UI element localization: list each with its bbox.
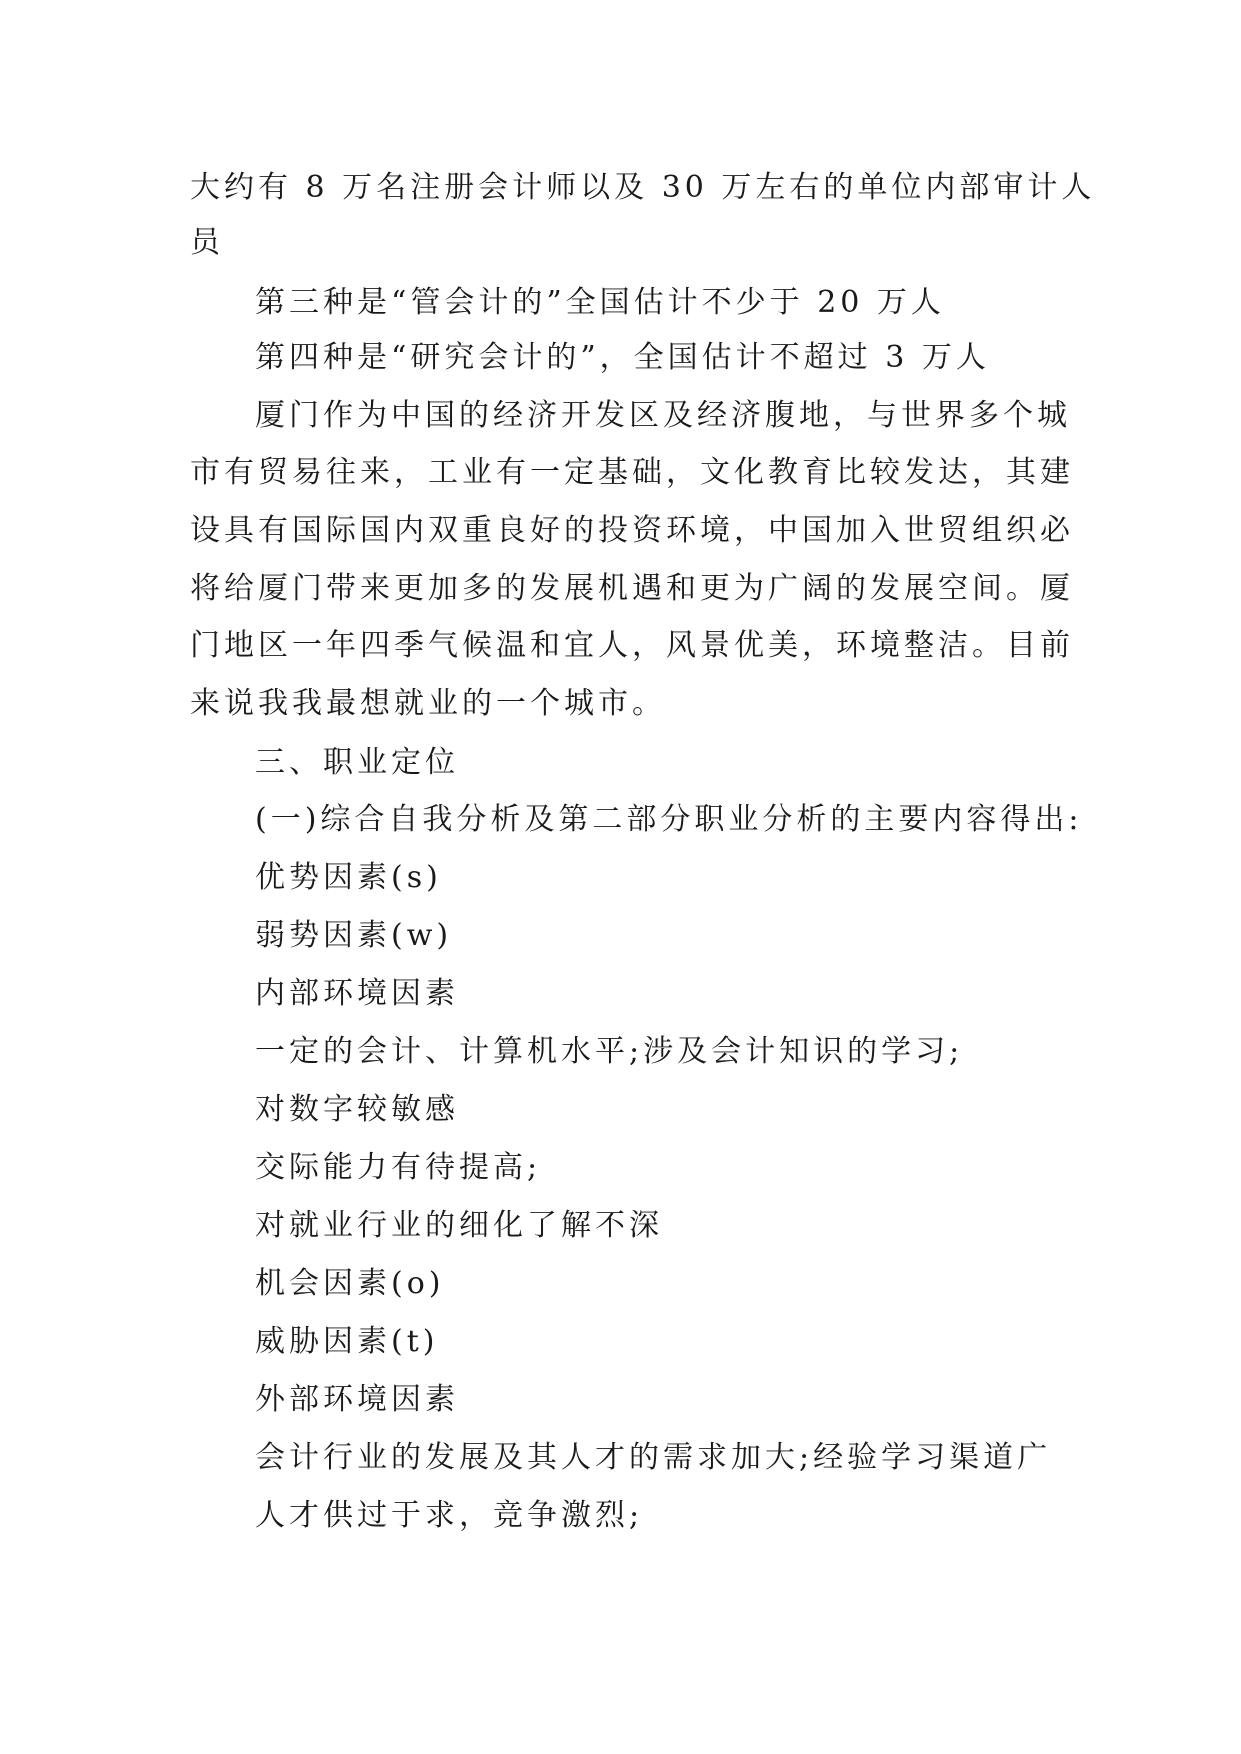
paragraph-line: 市有贸易往来，工业有一定基础，文化教育比较发达，其建 xyxy=(190,455,1074,490)
list-item: 一定的会计、计算机水平;涉及会计知识的学习; xyxy=(255,1034,964,1069)
paragraph-line: 厦门作为中国的经济开发区及经济腹地，与世界多个城 xyxy=(255,398,1071,433)
paragraph-line: 将给厦门带来更加多的发展机遇和更为广阔的发展空间。厦 xyxy=(190,571,1074,606)
paragraph-line: 来说我我最想就业的一个城市。 xyxy=(190,686,666,721)
paragraph-line: 第三种是“管会计的”全国估计不少于 20 万人 xyxy=(255,285,945,320)
list-item: 外部环境因素 xyxy=(255,1382,459,1417)
paragraph-line: 门地区一年四季气候温和宜人，风景优美，环境整洁。目前 xyxy=(190,628,1074,663)
paragraph-line: 大约有 8 万名注册会计师以及 30 万左右的单位内部审计人 xyxy=(190,170,1096,205)
list-item: 人才供过于求，竞争激烈; xyxy=(255,1498,644,1533)
section-heading: 三、职业定位 xyxy=(255,745,459,780)
list-item: 内部环境因素 xyxy=(255,976,459,1011)
paragraph-line: 第四种是“研究会计的”，全国估计不超过 3 万人 xyxy=(255,340,990,375)
list-item: 对数字较敏感 xyxy=(255,1092,459,1127)
list-item: 交际能力有待提高; xyxy=(255,1150,542,1185)
list-item: 对就业行业的细化了解不深 xyxy=(255,1208,663,1243)
list-item: 优势因素(s) xyxy=(255,860,442,895)
paragraph-line: (一)综合自我分析及第二部分职业分析的主要内容得出: xyxy=(255,802,1083,837)
paragraph-line: 设具有国际国内双重良好的投资环境，中国加入世贸组织必 xyxy=(190,513,1074,548)
list-item: 机会因素(o) xyxy=(255,1266,445,1301)
list-item: 威胁因素(t) xyxy=(255,1324,439,1359)
paragraph-line: 员 xyxy=(190,225,224,260)
list-item: 会计行业的发展及其人才的需求加大;经验学习渠道广 xyxy=(255,1440,1052,1475)
list-item: 弱势因素(w) xyxy=(255,918,453,953)
